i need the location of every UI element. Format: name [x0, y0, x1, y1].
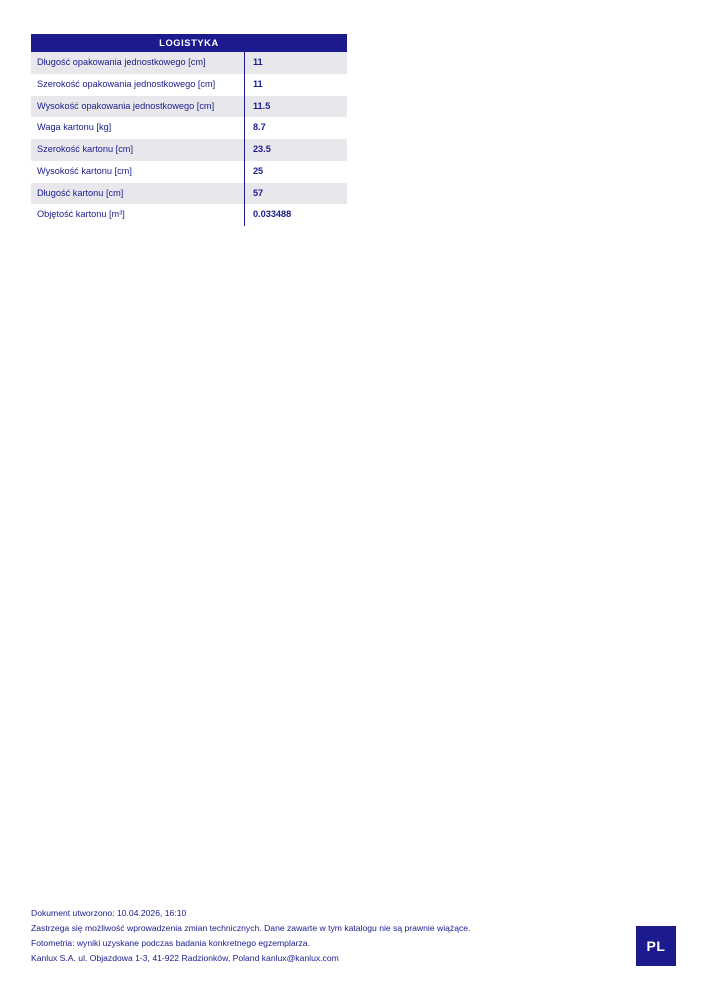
- row-value: 23.5: [244, 139, 347, 161]
- table-row: [31, 117, 347, 139]
- table-row: [31, 183, 347, 205]
- row-label: Długość kartonu [cm]: [31, 183, 244, 205]
- row-value: 8.7: [244, 117, 347, 139]
- row-label: Szerokość opakowania jednostkowego [cm]: [31, 74, 244, 96]
- row-label: Szerokość kartonu [cm]: [31, 139, 244, 161]
- table-row: [31, 74, 347, 96]
- row-label: Wysokość opakowania jednostkowego [cm]: [31, 96, 244, 118]
- logistics-table-body: [31, 52, 347, 226]
- logistics-table-head: [31, 34, 347, 52]
- table-row: [31, 139, 347, 161]
- page-footer: [31, 906, 676, 966]
- row-value: 0.033488: [244, 204, 347, 226]
- row-value: 11: [244, 74, 347, 96]
- table-row: [31, 161, 347, 183]
- language-badge: PL: [636, 926, 676, 966]
- logistics-table: [31, 34, 347, 226]
- logistics-section-header: LOGISTYKA: [31, 34, 347, 52]
- row-label: Objętość kartonu [m³]: [31, 204, 244, 226]
- footer-line-created: Dokument utworzono: 10.04.2026, 16:10: [31, 907, 187, 918]
- row-value: 11.5: [244, 96, 347, 118]
- row-label: Wysokość kartonu [cm]: [31, 161, 244, 183]
- table-row: [31, 96, 347, 118]
- row-value: 11: [244, 52, 347, 74]
- footer-line-photometry: Fotometria: wyniki uzyskane podczas badania konkretnego egzemplarza.: [31, 937, 310, 948]
- row-label: Długość opakowania jednostkowego [cm]: [31, 52, 244, 74]
- footer-text-block: [31, 906, 676, 966]
- row-value: 25: [244, 161, 347, 183]
- row-value: 57: [244, 183, 347, 205]
- table-row: [31, 52, 347, 74]
- footer-line-company: Kanlux S.A. ul. Objazdowa 1-3, 41-922 Radzionków, Poland kanlux@kanlux.com: [31, 952, 339, 963]
- logistics-header-row: [31, 34, 347, 52]
- row-label: Waga kartonu [kg]: [31, 117, 244, 139]
- table-row: [31, 204, 347, 226]
- footer-line-disclaimer: Zastrzega się możliwość wprowadzenia zmian technicznych. Dane zawarte w tym katalogu nie są prawnie wiążące.: [31, 922, 471, 933]
